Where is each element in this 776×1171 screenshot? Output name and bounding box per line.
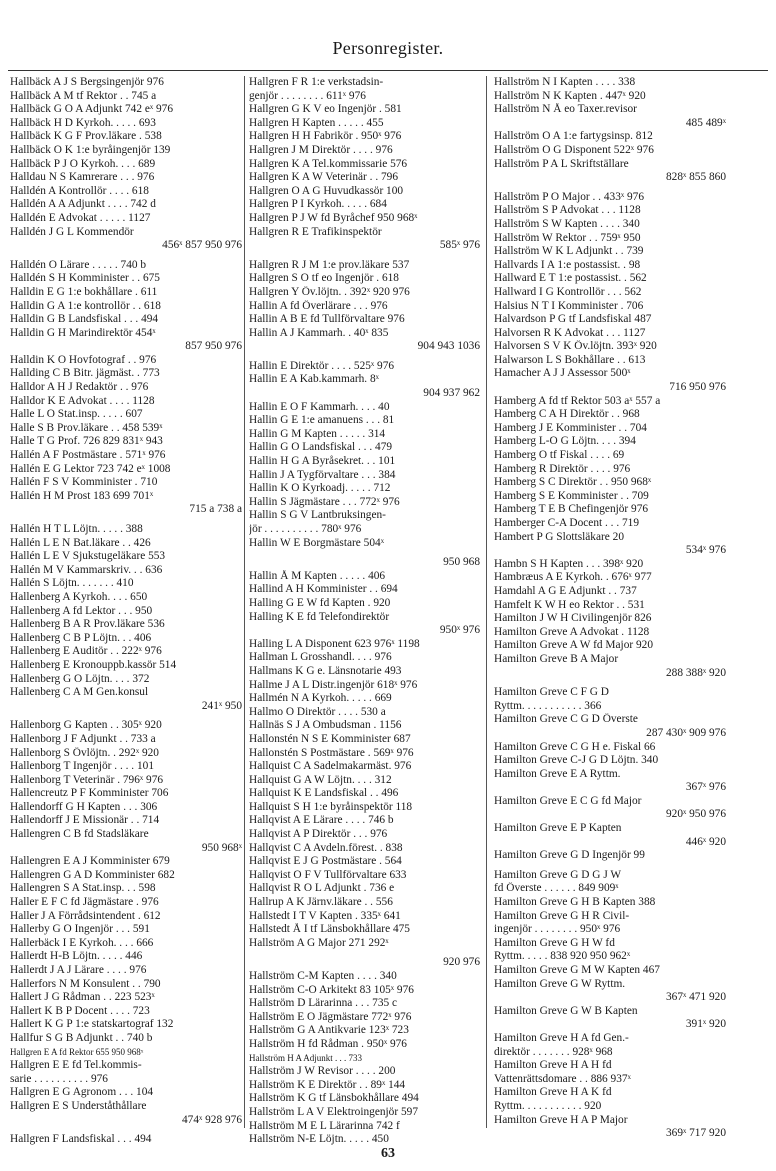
register-entry: Hamilton Greve B A Major: [494, 652, 619, 665]
register-entry: sarie . . . . . . . . . . 976: [10, 1072, 108, 1085]
register-entry: Hallin S Jägmästare . . . 772ˣ 976: [249, 495, 400, 508]
register-entry: Hamilton Greve G W B Kapten: [494, 1004, 638, 1017]
register-entry-continuation: 367ˣ 471 920: [666, 991, 726, 1004]
register-entry: Hamilton Greve G H W fd: [494, 936, 615, 949]
register-entry: Ryttm. . . . . . . . . . . 920: [494, 1099, 602, 1112]
register-entry: Hamberg A fd tf Rektor 503 aˣ 557 a: [494, 394, 661, 407]
register-entry: Hallström A G Major 271 292ˣ: [249, 936, 389, 949]
register-entry: Hallström G A Antikvarie 123ˣ 723: [249, 1024, 409, 1037]
register-entry: Hallström N K Kapten . 447ˣ 920: [494, 89, 646, 102]
register-entry: Hallenborg G Kapten . . 305ˣ 920: [10, 719, 162, 732]
register-entry: Hallström P O Major . . 433ˣ 976: [494, 190, 645, 203]
register-entry: Halldin G H Marindirektör 454ˣ: [10, 326, 156, 339]
register-entry: Hallding C B Bitr. jägmäst. . 773: [10, 367, 160, 380]
register-entry: Hallquist K E Landsfiskal . . 496: [249, 787, 399, 800]
register-entry: Hamberg S C Direktör . . 950 968ˣ: [494, 476, 652, 489]
register-entry: Hamilton Greve G H B Kapten 388: [494, 896, 656, 909]
register-entry: Hallqvist E J G Postmästare . 564: [249, 855, 402, 868]
register-entry: Hallmans K G e. Länsnotarie 493: [249, 664, 402, 677]
register-entry: Hallin G E 1:e amanuens . . . 81: [249, 414, 395, 427]
register-entry: Hallmén N A Kyrkoh. . . . . 669: [249, 692, 392, 705]
register-column-2: [249, 76, 480, 1147]
register-entry: Hallenberg E Kronouppb.kassör 514: [10, 658, 177, 671]
register-entry: Hallgren H Kapten . . . . . 455: [249, 116, 384, 129]
register-entry-continuation: 369ˣ 717 920: [666, 1127, 726, 1140]
register-entry: Halldén S H Komminister . . 675: [10, 272, 160, 285]
register-entry-continuation: 288 388ˣ 920: [666, 666, 726, 679]
register-entry: Hamilton Greve E A Ryttm.: [494, 767, 621, 780]
register-entry: Hamilton Greve A Advokat . 1128: [494, 625, 650, 638]
register-entry: Hallgren J M Direktör . . . . 976: [249, 143, 393, 156]
register-entry-continuation: 474ˣ 928 976: [182, 1113, 242, 1126]
register-entry-continuation: 391ˣ 920: [685, 1018, 726, 1031]
register-entry: Hallenborg T Ingenjör . . . . 101: [10, 760, 154, 773]
register-entry: Hamberg C A H Direktör . . 968: [494, 408, 640, 421]
register-entry: Halldén J G L Kommendör: [10, 225, 134, 238]
register-entry: Hallbäck K G F Prov.läkare . 538: [10, 130, 162, 143]
register-entry-continuation: 920 976: [443, 956, 480, 969]
register-entry: Halle S B Prov.läkare . . 458 539ˣ: [10, 421, 163, 434]
register-entry: Halvorsen R K Advokat . . . 1127: [494, 326, 646, 339]
register-entry: Halle L O Stat.insp. . . . . 607: [10, 408, 143, 421]
register-entry: Hallström K G tf Länsbokhållare 494: [249, 1092, 419, 1105]
register-entry: Hallström W K L Adjunkt . . 739: [494, 245, 644, 258]
register-entry: Hallqvist R O L Adjunkt . 736 e: [249, 882, 395, 895]
register-entry: Hallenborg T Veterinär . 796ˣ 976: [10, 773, 164, 786]
register-entry: Hallward E T 1:e postassist. . 562: [494, 272, 647, 285]
register-entry-continuation: 950ˣ 976: [439, 624, 480, 637]
register-entry: Ryttm. . . . . . . . . . . 366: [494, 699, 602, 712]
register-entry: Halldén A Kontrollör . . . . 618: [10, 184, 149, 197]
register-entry: Halling G E W fd Kapten . 920: [249, 596, 391, 609]
register-entry: Hallqvist A E Lärare . . . . 746 b: [249, 814, 394, 827]
register-entry: Hallin E O F Kammarh. . . . 40: [249, 400, 390, 413]
register-entry-continuation: 904 943 1036: [417, 340, 480, 353]
register-entry: Halldin K O Hovfotograf . . 976: [10, 353, 157, 366]
register-entry: Hallin A J Kammarh. . 40ˣ 835: [249, 326, 389, 339]
register-entry-continuation: 241ˣ 950: [201, 699, 242, 712]
register-entry: Hallström S W Kapten . . . . 340: [494, 217, 640, 230]
register-entry: Hamilton Greve G D G J W: [494, 868, 622, 881]
register-entry: Hallström H fd Rådman . 950ˣ 976: [249, 1037, 407, 1050]
register-entry: Hallin J A Tygförvaltare . . . 384: [249, 468, 396, 481]
register-entry: Hallin E Direktör . . . . 525ˣ 976: [249, 359, 395, 372]
register-entry: Hallström M E L Lärarinna 742 f: [249, 1119, 400, 1132]
register-entry: Hallin W E Borgmästare 504ˣ: [249, 536, 384, 549]
register-entry: Hallme J A L Distr.ingenjör 618ˣ 976: [249, 678, 418, 691]
register-entry: Hallquist G A W Löjtn. . . . 312: [249, 773, 392, 786]
register-entry: Hamilton Greve H A P Major: [494, 1113, 628, 1126]
register-entry: Hallbäck P J O Kyrkoh. . . . 689: [10, 157, 156, 170]
register-entry: Hallquist C A Sadelmakarmäst. 976: [249, 760, 412, 773]
column-divider: [486, 76, 487, 1128]
register-entry: Hallbäck O K 1:e byråingenjör 139: [10, 143, 171, 156]
register-entry: Hamilton Greve A W fd Major 920: [494, 639, 653, 652]
register-entry: Hallbäck H D Kyrkoh. . . . . 693: [10, 116, 156, 129]
register-entry: Hallgren Y Öv.löjtn. . 392ˣ 920 976: [249, 285, 410, 298]
register-entry: Hallgren K A Tel.kommissarie 576: [249, 157, 408, 170]
register-entry-continuation: 920ˣ 950 976: [666, 808, 726, 821]
register-entry: Hallmo O Direktör . . . . 530 a: [249, 705, 386, 718]
register-entry: Hamilton Greve G M W Kapten 467: [494, 964, 660, 976]
register-entry: Halldin G A 1:e kontrollör . . 618: [10, 299, 161, 312]
register-entry: Hallin A B E fd Tullförvaltare 976: [249, 313, 405, 326]
register-entry-continuation: 585ˣ 976: [439, 239, 480, 252]
register-entry: Hallgren R E Trafikinspektör: [249, 225, 382, 238]
register-entry: Hallert K B P Docent . . . . 723: [10, 1004, 150, 1017]
register-entry: Hallén E G Lektor 723 742 eˣ 1008: [10, 462, 171, 475]
register-entry: Halldén A A Adjunkt . . . . 742 d: [10, 198, 156, 211]
register-entry: Halldau N S Kamrerare . . . 976: [10, 171, 155, 184]
register-entry: Hallström C-M Kapten . . . . 340: [249, 970, 397, 982]
register-entry: Hallström E O Jägmästare 772ˣ 976: [249, 1010, 412, 1023]
register-entry: Hallnäs S J A Ombudsman . 1156: [249, 719, 402, 732]
register-entry: Hallström L A V Elektroingenjör 597: [249, 1105, 418, 1118]
register-entry: Hallgren F Landsfiskal . . . 494: [10, 1133, 152, 1146]
register-entry: ingenjör . . . . . . . . 950ˣ 976: [494, 923, 621, 936]
register-entry-continuation: 716 950 976: [669, 381, 726, 394]
register-entry: Hamberg L-O G Löjtn. . . . 394: [494, 435, 636, 448]
register-entry: Hallgren P J W fd Byråchef 950 968ˣ: [249, 211, 418, 224]
register-entry: Hallgren E S Underståthållare: [10, 1099, 147, 1112]
register-entry: Hallgren F R 1:e verkstadsin-: [249, 76, 384, 88]
register-entry: fd Överste . . . . . . 849 909ˣ: [494, 882, 619, 895]
register-entry: Hallenberg B A R Prov.läkare 536: [10, 618, 165, 631]
register-entry: Hallén L E N Bat.läkare . . 426: [10, 536, 151, 549]
register-entry: Hamilton Greve H A K fd: [494, 1086, 612, 1099]
register-entry: Hallbäck G O A Adjunkt 742 eˣ 976: [10, 103, 174, 116]
register-entry: Hallin S G V Lantbruksingen-: [249, 509, 386, 522]
register-entry: Hallgren E G Agronom . . . 104: [10, 1086, 154, 1099]
register-entry: Hallgren E A fd Rektor 655 950 968ˣ: [10, 1046, 144, 1057]
register-entry: Hallén S Löjtn. . . . . . . 410: [10, 577, 134, 590]
register-entry: Hamfelt K W H eo Rektor . . 531: [494, 598, 645, 611]
register-entry: Hallin H G A Byråsekret. . . 101: [249, 455, 396, 468]
register-entry: Hallind A H Komminister . . 694: [249, 583, 398, 596]
page-number: 63: [381, 1146, 395, 1161]
register-entry: Hallward I G Kontrollör . . . 562: [494, 285, 642, 298]
register-entry: Hallengren C B fd Stadsläkare: [10, 828, 149, 841]
register-entry: Hallendorff J E Missionär . . 714: [10, 814, 160, 827]
register-entry-continuation: 950 968ˣ: [201, 841, 242, 854]
register-entry: Hallenberg A fd Lektor . . . 950: [10, 604, 153, 617]
register-entry: Hallqvist O F V Tullförvaltare 633: [249, 868, 407, 881]
register-entry: Hallstedt I T V Kapten . 335ˣ 641: [249, 909, 401, 922]
register-entry: Hallenborg S Övlöjtn. . 292ˣ 920: [10, 746, 159, 759]
register-entry: Halldén O Lärare . . . . . 740 b: [10, 258, 147, 271]
register-entry: Hambn S H Kapten . . . 398ˣ 920: [494, 557, 644, 570]
register-entry: Hallenberg C B P Löjtn. . . 406: [10, 631, 152, 644]
register-entry: Hallencreutz P F Komminister 706: [10, 787, 169, 800]
register-entry: Hamilton Greve G H R Civil-: [494, 909, 630, 922]
register-entry: Hallfur S G B Adjunkt . . 740 b: [10, 1031, 153, 1044]
register-entry: Hallström S P Advokat . . . 1128: [494, 204, 641, 217]
register-entry: Hambert P G Slottsläkare 20: [494, 530, 625, 543]
register-entry: Halwarson L S Bokhållare . . 613: [494, 353, 646, 366]
register-entry: Ryttm. . . . . 838 920 950 962ˣ: [494, 950, 631, 963]
register-entry: Hallin G M Kapten . . . . . 314: [249, 427, 386, 440]
register-entry: Hallin K O Kyrkoadj. . . . . 712: [249, 482, 391, 495]
register-entry: Halvorsen S V K Öv.löjtn. 393ˣ 920: [494, 340, 657, 353]
register-entry: Hallström N-E Löjtn. . . . . 450: [249, 1133, 389, 1146]
register-entry: Hallbäck A M tf Rektor . . 745 a: [10, 89, 157, 102]
register-entry: Hallonstén S Postmästare . 569ˣ 976: [249, 746, 414, 759]
register-entry: Hallén A F Postmästare . 571ˣ 976: [10, 449, 166, 462]
register-entry-continuation: 367ˣ 976: [685, 781, 726, 794]
register-entry: Hallgren S O tf eo Ingenjör . 618: [249, 272, 399, 285]
register-entry: Hamdahl A G E Adjunkt . . 737: [494, 584, 637, 597]
register-entry: Hallerdt J A J Lärare . . . . 976: [10, 964, 147, 976]
register-entry: Hallvards I A 1:e postassist. . 98: [494, 258, 641, 271]
register-entry: Haller E F C fd Jägmästare . 976: [10, 896, 159, 909]
register-entry: Halldor K E Advokat . . . . 1128: [10, 394, 155, 407]
register-entry-continuation: 828ˣ 855 860: [666, 171, 726, 184]
register-entry: Hamberg J E Komminister . . 704: [494, 421, 647, 434]
register-entry: Hallerbäck I E Kyrkoh. . . . 666: [10, 936, 154, 949]
register-entry-continuation: 456ˣ 857 950 976: [162, 239, 242, 252]
register-entry: Hallström C-O Arkitekt 83 105ˣ 976: [249, 983, 414, 996]
register-entry: Hamberg T E B Chefingenjör 976: [494, 503, 649, 516]
register-entry: Hamilton Greve E C G fd Major: [494, 794, 642, 807]
register-entry: Halle T G Prof. 726 829 831ˣ 943: [10, 435, 163, 448]
register-entry-continuation: 715 a 738 a: [189, 503, 242, 516]
register-entry: Hamberg R Direktör . . . . 976: [494, 462, 631, 475]
register-entry: Hallbäck A J S Bergsingenjör 976: [10, 76, 164, 88]
register-entry: Hallén H M Prost 183 699 701ˣ: [10, 489, 154, 502]
register-entry: Hamilton Greve C G H e. Fiskal 66: [494, 740, 656, 753]
register-entry-continuation: 904 937 962: [423, 387, 480, 400]
register-entry: Hallström D Lärarinna . . . 735 c: [249, 997, 398, 1010]
register-entry: Hallenberg G O Löjtn. . . . 372: [10, 672, 150, 685]
register-entry: Hallerfors N M Konsulent . . 790: [10, 977, 161, 990]
register-entry: Halldin E G 1:e bokhållare . 611: [10, 285, 158, 298]
register-entry: Hallström W Rektor . . 759ˣ 950: [494, 231, 641, 244]
register-entry: Hallgren O A G Huvudkassör 100: [249, 184, 404, 197]
register-entry: Halvardson P G tf Landsfiskal 487: [494, 313, 652, 326]
register-entry: Hallström K E Direktör . . 89ˣ 144: [249, 1078, 406, 1091]
register-entry: Hamacher A J J Assessor 500ˣ: [494, 367, 631, 380]
register-entry: Hallgren K A W Veterinär . . 796: [249, 171, 399, 184]
register-entry: Hallin A fd Överlärare . . . 976: [249, 299, 388, 312]
register-entry: Hamilton Greve G D Ingenjör 99: [494, 849, 645, 862]
register-entry: Hallin E A Kab.kammarh. 8ˣ: [249, 373, 379, 386]
register-entry: genjör . . . . . . . . 611ˣ 976: [249, 89, 366, 102]
register-entry: Hallengren G A D Komminister 682: [10, 868, 175, 881]
register-entry-continuation: 287 430ˣ 909 976: [646, 726, 726, 739]
register-entry: Hallman L Grosshandl. . . . 976: [249, 651, 392, 664]
register-entry: Haller J A Förrådsintendent . 612: [10, 909, 161, 922]
register-entry: Halldin G B Landsfiskal . . . 494: [10, 313, 159, 326]
register-entry: Hallenberg C A M Gen.konsul: [10, 686, 149, 699]
register-entry: Hallenberg A Kyrkoh. . . . 650: [10, 590, 148, 603]
register-entry: Hallin G O Landsfiskal . . . 479: [249, 441, 393, 454]
register-entry: Hallquist S H 1:e byråinspektör 118: [249, 800, 413, 813]
register-entry: Hallström O A 1:e fartygsinsp. 812: [494, 130, 653, 143]
register-entry: Hallqvist A P Direktör . . . 976: [249, 828, 388, 841]
register-entry: Hallstedt Å I tf Länsbokhållare 475: [249, 923, 410, 936]
register-entry: Hallén L E V Sjukstugeläkare 553: [10, 550, 166, 563]
register-column-1: [10, 76, 242, 1147]
register-entry: Hamberger C-A Docent . . . 719: [494, 517, 640, 529]
register-entry: Hallerby G O Ingenjör . . . 591: [10, 923, 150, 936]
register-entry: Hallén F S V Komminister . 710: [10, 476, 158, 489]
register-entry: Hamilton Greve G W Ryttm.: [494, 977, 626, 990]
register-entry: Hamilton Greve H A fd Gen.-: [494, 1031, 629, 1044]
register-entry-continuation: 857 950 976: [185, 340, 242, 353]
page-title: Personregister.: [332, 38, 444, 58]
register-entry: Halling L A Disponent 623 976ˣ 1198: [249, 637, 420, 650]
register-entry: Hallin Å M Kapten . . . . . 406: [249, 569, 386, 582]
register-entry: Hallgren E E fd Tel.kommis-: [10, 1059, 142, 1072]
register-entry: Hallgren P I Kyrkoh. . . . . 684: [249, 198, 387, 211]
register-entry: Hallqvist C A Avdeln.förest. . 838: [249, 841, 403, 854]
register-entry: Halsius N T I Komminister . 706: [494, 299, 644, 312]
register-entry: Hallström P A L Skriftställare: [494, 157, 629, 170]
register-entry: Hamilton Greve E P Kapten: [494, 822, 622, 835]
register-entry: Hallerdt H-B Löjtn. . . . . 446: [10, 950, 143, 963]
register-entry: Halldor A H J Redaktör . . 976: [10, 381, 149, 394]
register-entry: Hallgren H H Fabrikör . 950ˣ 976: [249, 130, 402, 143]
top-rule: [8, 70, 768, 71]
column-divider: [244, 76, 245, 1128]
register-entry: Hallström N I Kapten . . . . 338: [494, 76, 636, 88]
register-entry-continuation: 485 489ˣ: [685, 116, 726, 129]
register-entry: Hamilton Greve C F G D: [494, 686, 609, 699]
register-entry: Hamilton J W H Civilingenjör 826: [494, 612, 652, 625]
register-entry-continuation: 534ˣ 976: [685, 544, 726, 557]
register-entry: Hallert J G Rådman . . 223 523ˣ: [10, 991, 155, 1004]
register-entry-continuation: 950 968: [443, 556, 480, 569]
register-entry: Hallrup A K Järnv.läkare . . 556: [249, 896, 393, 909]
register-entry: jör . . . . . . . . . . 780ˣ 976: [249, 523, 362, 535]
register-entry-continuation: 446ˣ 920: [685, 835, 726, 848]
register-entry: Hamilton Greve C G D Överste: [494, 713, 638, 726]
register-entry: Hallonstén N S E Komminister 687: [249, 732, 411, 745]
register-entry: Hallström O G Disponent 522ˣ 976: [494, 143, 654, 156]
register-column-3: [494, 76, 726, 1141]
register-entry: Hallenberg E Auditör . . 222ˣ 976: [10, 645, 162, 658]
register-entry: Vattenrättsdomare . . 886 937ˣ: [494, 1072, 631, 1085]
register-entry: Hamberg S E Komminister . . 709: [494, 489, 649, 502]
register-entry: Hallén H T L Löjtn. . . . . 388: [10, 523, 143, 535]
register-entry: Halldén E Advokat . . . . . 1127: [10, 211, 151, 224]
register-entry: Hallendorff G H Kapten . . . 306: [10, 800, 158, 813]
register-entry: Hallström N Å eo Taxer.revisor: [494, 103, 637, 116]
register-entry: Hallén M V Kammarskriv. . . 636: [10, 563, 163, 576]
register-entry: Hallgren G K V eo Ingenjör . 581: [249, 103, 402, 116]
register-entry: Hamilton Greve H A H fd: [494, 1059, 612, 1072]
register-entry: Halling K E fd Telefondirektör: [249, 610, 390, 623]
register-entry: Hamberg O tf Fiskal . . . . 69: [494, 449, 625, 462]
register-entry: Hallström H A Adjunkt . . . 733: [249, 1052, 363, 1063]
register-entry: Hallström J W Revisor . . . . 200: [249, 1065, 396, 1078]
register-entry: Hallengren S A Stat.insp. . . 598: [10, 882, 156, 895]
register-entry: Hallert K G P 1:e statskartograf 132: [10, 1018, 174, 1031]
register-entry: Hambræus A E Kyrkoh. . 676ˣ 977: [494, 571, 652, 584]
register-entry: Hallgren R J M 1:e prov.läkare 537: [249, 258, 410, 271]
register-entry: Hamilton Greve C-J G D Löjtn. 340: [494, 754, 659, 767]
register-entry: Hallengren E A J Komminister 679: [10, 855, 170, 868]
register-entry: direktör . . . . . . . 928ˣ 968: [494, 1045, 613, 1058]
register-entry: Hallenborg J F Adjunkt . . 733 a: [10, 732, 156, 745]
